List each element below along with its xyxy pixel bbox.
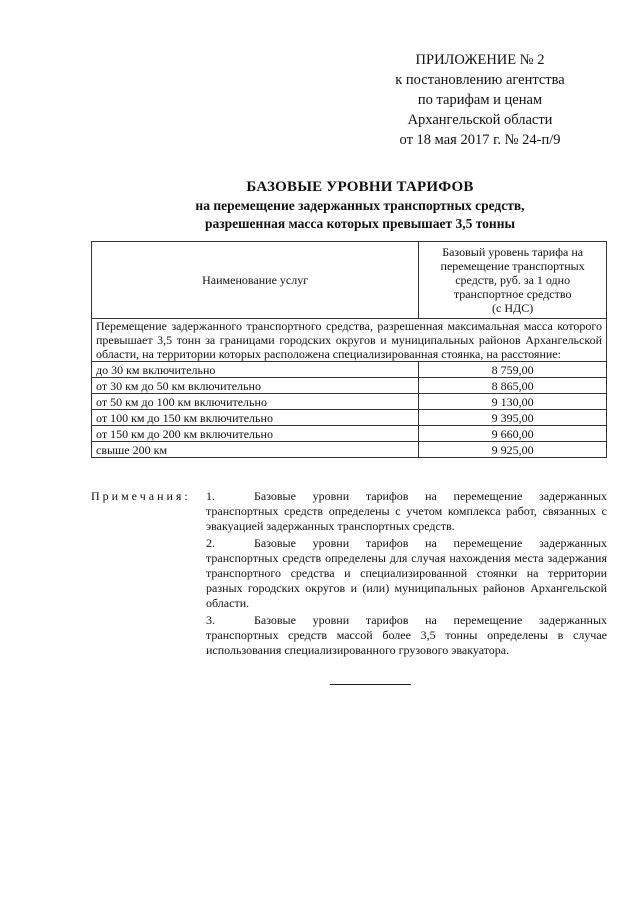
distance-range: свыше 200 км (92, 442, 419, 458)
tariff-price: 9 395,00 (419, 410, 607, 426)
tariff-table (91, 241, 607, 458)
table-row (92, 442, 607, 458)
tariff-price: 8 865,00 (419, 378, 607, 394)
appendix-ref-line-2: по тарифам и ценам (417, 92, 543, 108)
tariff-price: 9 925,00 (419, 442, 607, 458)
table-row (92, 378, 607, 394)
note-text: Базовые уровни тарифов на перемещение задержанных транспортных средств массой более 3,5 тонны определены в случае использования специализированного грузового эвакуатора. (206, 613, 607, 657)
note-text: Базовые уровни тарифов на перемещение задержанных транспортных средств определены для случая нахождения места задержания транспортного средства и специализированной стоянки на территории разных городских округов и (или) муниципальных районов Архангельской области. (206, 536, 607, 610)
note-number: 3. (206, 613, 215, 627)
header-price-line: средств, руб. за 1 одно (455, 273, 571, 287)
appendix-number: ПРИЛОЖЕНИЕ № 2 (415, 52, 545, 68)
appendix-ref-line-1: к постановлению агентства (395, 72, 565, 88)
table-row (92, 362, 607, 378)
header-base-tariff (419, 242, 607, 319)
appendix-header (360, 50, 600, 150)
title-main: БАЗОВЫЕ УРОВНИ ТАРИФОВ (246, 179, 474, 195)
note-text: Базовые уровни тарифов на перемещение задержанных транспортных средств определены с учетом комплекса работ, связанных с эвакуацией задержанных транспортных средств. (206, 489, 607, 533)
header-price-line: (с НДС) (492, 301, 534, 315)
table-header-row (92, 242, 607, 319)
note-item (206, 613, 607, 658)
notes-label: Примечания: (91, 489, 191, 503)
table-row (92, 410, 607, 426)
note-number: 1. (206, 489, 215, 503)
title-subtitle-2: разрешенная масса которых превышает 3,5 тонны (204, 216, 516, 231)
distance-range: от 50 км до 100 км включительно (92, 394, 419, 410)
appendix-ref-line-3: Архангельской области (407, 112, 553, 128)
note-number: 2. (206, 536, 215, 550)
distance-range: до 30 км включительно (92, 362, 419, 378)
title-subtitle-1: на перемещение задержанных транспортных средств, (195, 198, 525, 213)
appendix-date: от 18 мая 2017 г. № 24-п/9 (399, 132, 561, 148)
document-title (60, 177, 640, 233)
table-row (92, 394, 607, 410)
notes-list (206, 489, 607, 660)
service-description: Перемещение задержанного транспортного средства, разрешенная максимальная масса которого превышает 3,5 тонн за границами городских округов и муниципальных районов Архангельской области, на территории которых расположена специализированная стоянка, на расстояние: (92, 319, 607, 362)
note-item (206, 489, 607, 534)
header-price-line: Базовый уровень тарифа на (442, 245, 584, 259)
distance-range: от 30 км до 50 км включительно (92, 378, 419, 394)
table-row (92, 426, 607, 442)
note-item (206, 536, 607, 611)
distance-range: от 150 км до 200 км включительно (92, 426, 419, 442)
tariff-price: 8 759,00 (419, 362, 607, 378)
header-price-line: транспортное средство (453, 287, 572, 301)
tariff-price: 9 130,00 (419, 394, 607, 410)
distance-range: от 100 км до 150 км включительно (92, 410, 419, 426)
description-row (92, 319, 607, 362)
header-price-line: перемещение транспортных (440, 259, 585, 273)
end-divider (330, 684, 411, 685)
header-service-name: Наименование услуг (92, 242, 419, 319)
tariff-price: 9 660,00 (419, 426, 607, 442)
